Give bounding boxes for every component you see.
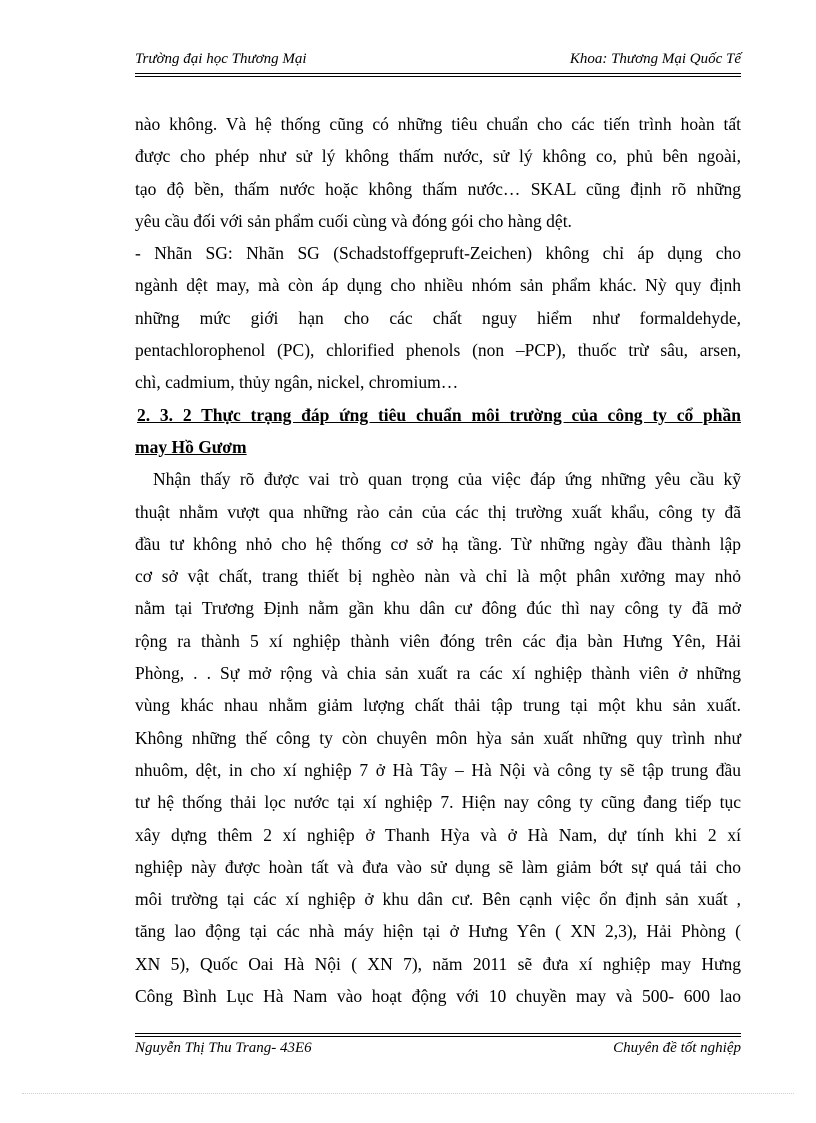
footer-doc-type: Chuyên đề tốt nghiệp: [613, 1040, 741, 1056]
section-line: Nhận thấy rõ được vai trò quan trọng của việc đáp ứng những yêu cầu kỹ: [153, 469, 741, 490]
section-line: Không những thế công ty còn chuyên môn hỳa sản xuất những quy trình như: [135, 727, 741, 748]
section-line: XN 5), Quốc Oai Hà Nội ( XN 7), năm 2011 sẽ đưa xí nghiệp may Hưng: [135, 953, 741, 974]
header-divider-thin: [135, 76, 741, 77]
body-line: yêu cầu đối với sản phẩm cuối cùng và đóng gói cho hàng dệt.: [135, 210, 572, 231]
section-line: cơ sở vật chất, trang thiết bị nghèo nàn và chỉ là một phân xưởng may nhỏ: [135, 566, 741, 587]
body-line: những mức giới hạn cho các chất nguy hiểm như formaldehyde,: [135, 307, 741, 328]
section-line: Phòng, . . Sự mở rộng và chia sản xuất ra các xí nghiệp thành viên ở những: [135, 663, 741, 684]
heading-line: 2. 3. 2 Thực trạng đáp ứng tiêu chuẩn môi trường của công ty cổ phần: [137, 404, 741, 425]
footer-divider-thin: [135, 1036, 741, 1037]
section-line: tăng lao động tại các nhà máy hiện tại ở Hưng Yên ( XN 2,3), Hải Phòng (: [135, 921, 741, 942]
header-university: Trường đại học Thương Mại: [135, 51, 307, 67]
heading-line: may Hồ Gươm: [135, 436, 247, 457]
body-line: - Nhãn SG: Nhãn SG (Schadstoffgepruft-Zeichen) không chỉ áp dụng cho: [135, 243, 741, 264]
body-line: tạo độ bền, thấm nước hoặc không thấm nước… SKAL cũng định rõ những: [135, 178, 741, 199]
body-line: nào không. Và hệ thống cũng có những tiêu chuẩn cho các tiến trình hoàn tất: [135, 114, 741, 134]
section-line: nghiệp này được hoàn tất và đưa vào sử dụng sẽ làm giảm bớt sự quá tải cho: [135, 856, 741, 877]
section-line: Công Bình Lục Hà Nam vào hoạt động với 10 chuyền may và 500- 600 lao: [135, 986, 741, 1007]
body-line: được cho phép như sử lý không thấm nước, sử lý không co, phủ bên ngoài,: [135, 146, 741, 167]
header-faculty: Khoa: Thương Mại Quốc Tế: [569, 51, 741, 67]
body-line: ngành dệt may, mà còn áp dụng cho nhiều nhóm sản phẩm khác. Nỳ quy định: [135, 275, 741, 296]
section-line: thuật nhằm vượt qua những rào cản của các thị trường xuất khẩu, công ty đã: [135, 501, 741, 522]
section-line: rộng ra thành 5 xí nghiệp thành viên đóng trên các địa bàn Hưng Yên, Hải: [135, 630, 741, 651]
body-line: chì, cadmium, thủy ngân, nickel, chromium…: [135, 372, 459, 393]
footer-divider: [135, 1033, 741, 1034]
page-body: [135, 108, 741, 1012]
section-heading: [135, 399, 741, 464]
section-line: vùng khác nhau nhằm giảm lượng chất thải tập trung tại một khu sản xuất.: [135, 695, 741, 716]
page-footer: [135, 1040, 741, 1064]
body-line: pentachlorophenol (PC), chlorified phenols (non –PCP), thuốc trừ sâu, arsen,: [135, 340, 741, 361]
page-edge-divider: [22, 1093, 794, 1094]
section-line: môi trường tại các xí nghiệp ở khu dân cư. Bên cạnh việc ổn định sản xuất ,: [135, 889, 741, 910]
section-line: xây dựng thêm 2 xí nghiệp ở Thanh Hỳa và ở Hà Nam, dự tính khi 2 xí: [135, 824, 741, 845]
section-line: đầu tư không nhỏ cho hệ thống cơ sở hạ tầng. Từ những ngày đầu thành lập: [135, 533, 741, 554]
header-divider: [135, 73, 741, 74]
section-line: nhuôm, dệt, in cho xí nghiệp 7 ở Hà Tây – Hà Nội và công ty sẽ tập trung đầu: [135, 759, 741, 780]
section-line: tư hệ thống thải lọc nước tại xí nghiệp 7. Hiện nay công ty cũng đang tiếp tục: [135, 792, 741, 813]
intro-paragraph: [135, 108, 741, 399]
footer-author: Nguyễn Thị Thu Trang- 43E6: [135, 1040, 312, 1056]
section-paragraph: [135, 463, 741, 1012]
page-header: [135, 49, 741, 75]
section-line: nằm tại Trương Định nằm gần khu dân cư đông đúc thì nay công ty đã mở: [135, 598, 741, 619]
